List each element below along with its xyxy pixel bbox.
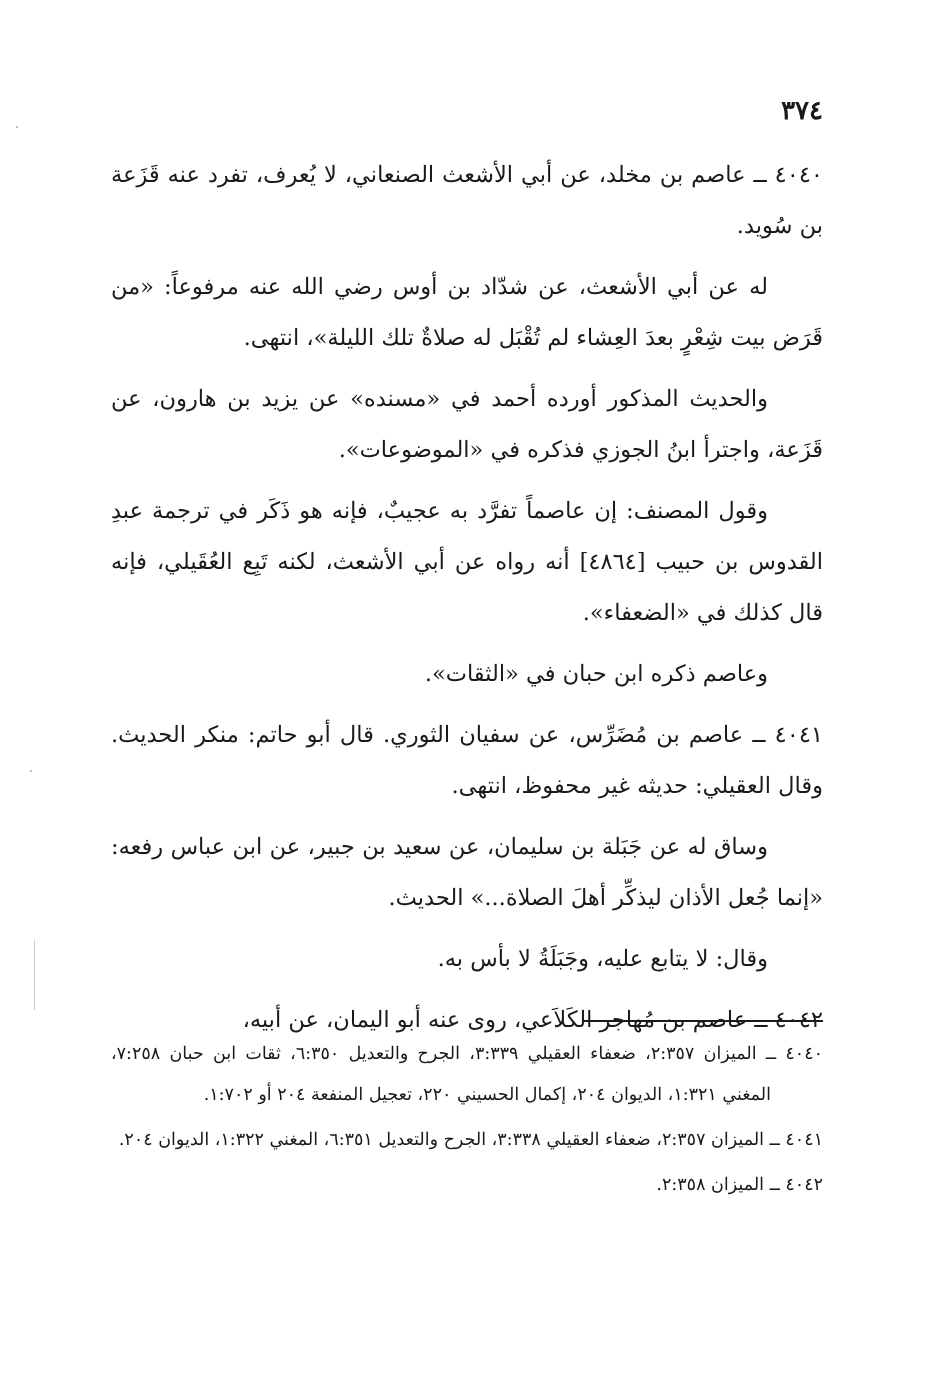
- paragraph: والحديث المذكور أورده أحمد في «مسنده» عن يزيد بن هارون، عن قَزَعة، واجترأ ابنُ الجوزي فذكره في «الموضوعات».: [111, 386, 823, 463]
- paragraph: وقال: لا يتابع عليه، وجَبَلَةُ لا بأس به.: [437, 946, 768, 972]
- footnote-4042: ٤٠٤٢ ــ الميزان ٢:٣٥٨.: [656, 1175, 823, 1195]
- paragraph-entry-4042: ٤٠٤٢ ــ عاصم بن مُهاجر الكَلاَعي، روى عنه أبو اليمان، عن أبيه،: [242, 1007, 823, 1033]
- footnote-4040: ٤٠٤٠ ــ الميزان ٢:٣٥٧، ضعفاء العقيلي ٣:٣٣٩، الجرح والتعديل ٦:٣٥٠، ثقات ابن حبان ٧:٢٥٨، المغني ١:٣٢١، الديوان ٢٠٤، إكمال الحسيني ٢٢٠، تعجيل المنفعة ٢٠٤ أو ١:٧٠٢.: [111, 1044, 823, 1105]
- scan-artifact-dot: [16, 126, 18, 128]
- footnotes: [111, 1034, 823, 1210]
- paragraph: وقول المصنف: إن عاصماً تفرَّد به عجيبٌ، فإنه هو ذَكَر في ترجمة عبدِ القدوس بن حبيب [٤٨٦٤] أنه رواه عن أبي الأشعث، لكنه تَبِع العُقَيلي، فإنه قال كذلك في «الضعفاء».: [111, 498, 823, 626]
- footnote-divider: [583, 1020, 823, 1022]
- scan-artifact-dot: [30, 770, 32, 772]
- paragraph-entry-4040: ٤٠٤٠ ــ عاصم بن مخلد، عن أبي الأشعث الصنعاني، لا يُعرف، تفرد عنه قَزَعة بن سُويد.: [111, 162, 823, 239]
- footnote-4041: ٤٠٤١ ــ الميزان ٢:٣٥٧، ضعفاء العقيلي ٣:٣٣٨، الجرح والتعديل ٦:٣٥١، المغني ١:٣٢٢، الديوان ٢٠٤.: [118, 1130, 823, 1150]
- page-number: ٣٧٤: [781, 96, 823, 126]
- scan-artifact-line: [34, 940, 35, 1010]
- main-text: [111, 150, 823, 1056]
- paragraph: وساق له عن جَبَلة بن سليمان، عن سعيد بن جبير، عن ابن عباس رفعه: «إنما جُعل الأذان ليذكِّر أهلَ الصلاة...» الحديث.: [111, 834, 823, 911]
- paragraph: وعاصم ذكره ابن حبان في «الثقات».: [424, 661, 768, 687]
- paragraph: له عن أبي الأشعث، عن شدّاد بن أوس رضي الله عنه مرفوعاً: «من قَرَض بيت شِعْرٍ بعدَ العِشاء لم تُقْبَل له صلاةٌ تلك الليلة»، انتهى.: [111, 274, 823, 351]
- paragraph-entry-4041: ٤٠٤١ ــ عاصم بن مُضَرِّس، عن سفيان الثوري. قال أبو حاتم: منكر الحديث. وقال العقيلي: حديثه غير محفوظ، انتهى.: [111, 722, 823, 799]
